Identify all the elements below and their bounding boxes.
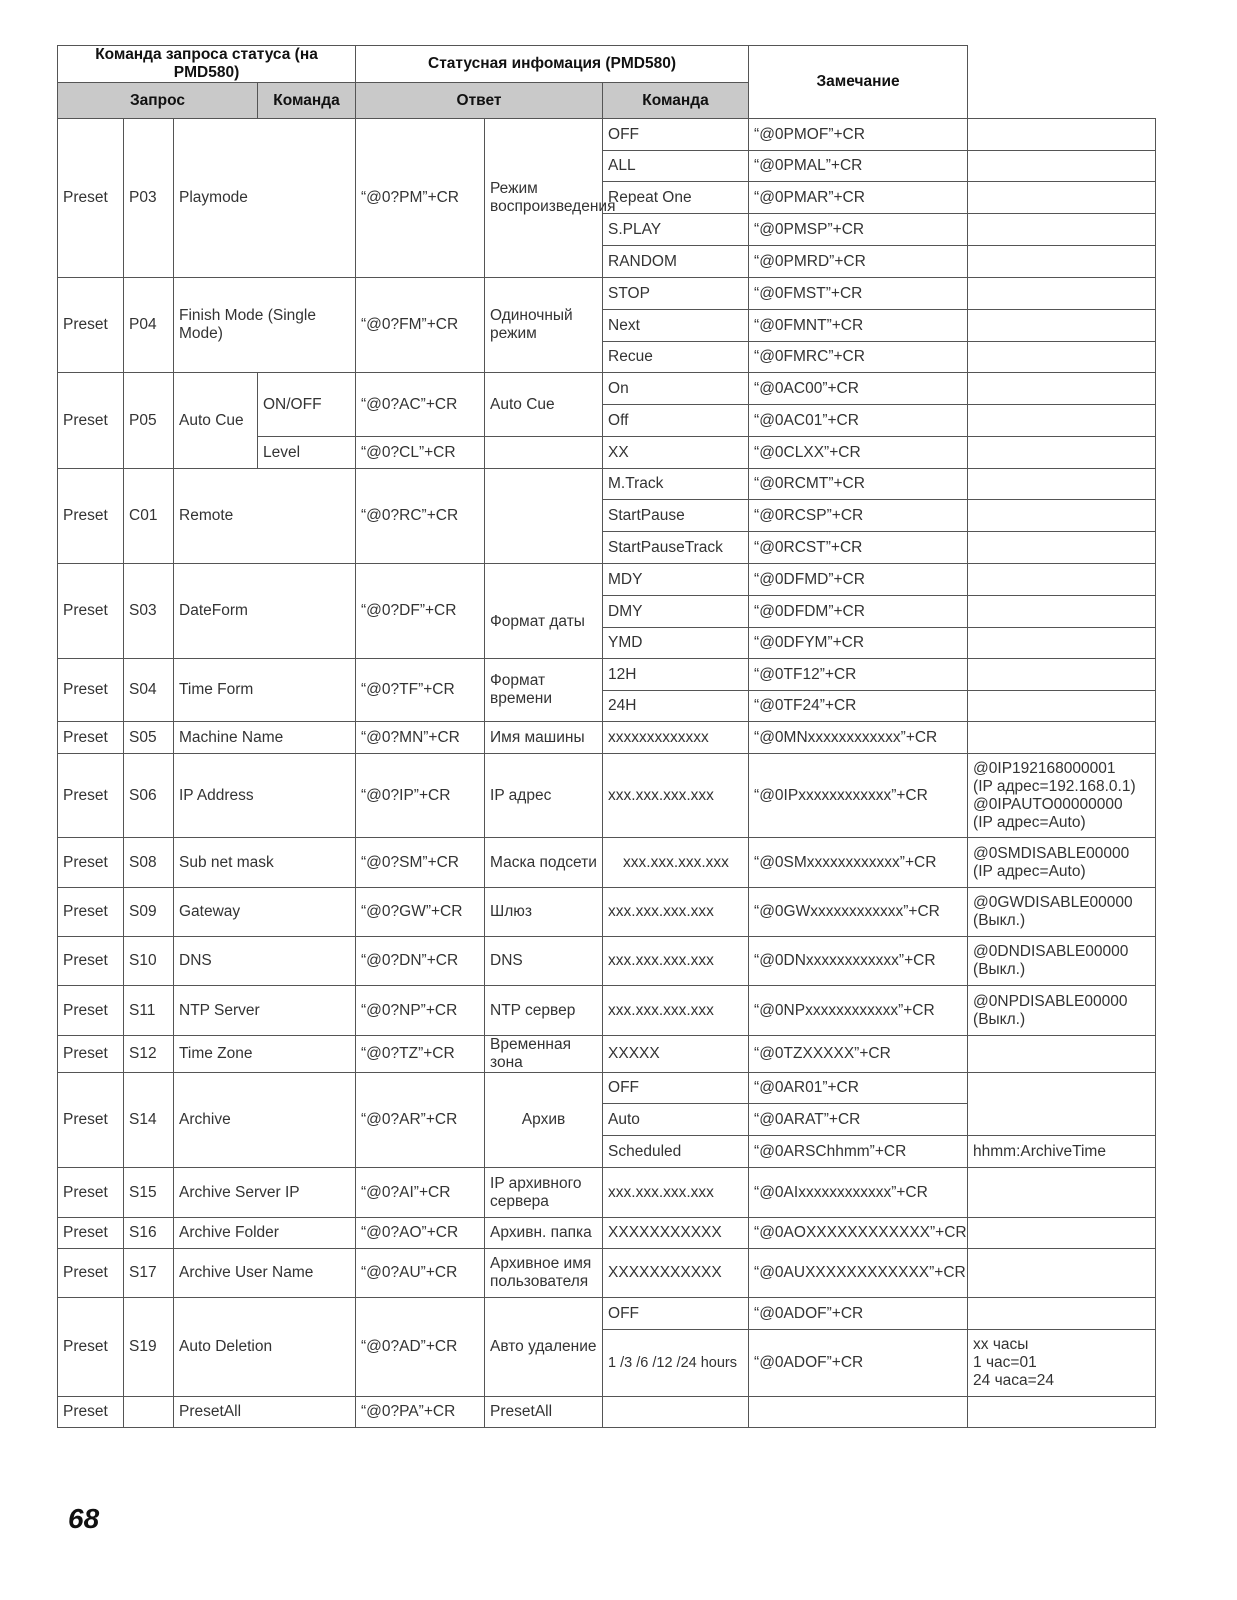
table-cell bbox=[968, 1218, 1156, 1249]
table-row bbox=[58, 986, 1156, 1036]
table-cell: P03 bbox=[124, 119, 174, 278]
table-cell: “@0?FM”+CR bbox=[356, 278, 485, 373]
table-row bbox=[58, 564, 1156, 596]
table-cell: YMD bbox=[603, 628, 749, 659]
table-cell: Preset bbox=[58, 119, 124, 278]
table-cell bbox=[968, 691, 1156, 722]
table-cell bbox=[124, 1397, 174, 1428]
table-cell: xxx.xxx.xxx.xxx bbox=[603, 838, 749, 888]
table-cell: “@0TZXXXXX”+CR bbox=[749, 1036, 968, 1073]
table-cell: IP адрес bbox=[485, 754, 603, 838]
table-cell: P05 bbox=[124, 373, 174, 469]
table-cell: xxx.xxx.xxx.xxx bbox=[603, 888, 749, 937]
table-cell: Авто удаление bbox=[485, 1298, 603, 1397]
table-cell: Preset bbox=[58, 838, 124, 888]
table-cell: “@0?PA”+CR bbox=[356, 1397, 485, 1428]
table-cell: MDY bbox=[603, 564, 749, 596]
remark-cell bbox=[968, 838, 1156, 888]
table-cell: “@0AUXXXXXXXXXXXX”+CR bbox=[749, 1249, 968, 1298]
table-cell: “@0FMNT”+CR bbox=[749, 310, 968, 342]
table-row bbox=[58, 1036, 1156, 1073]
table-cell: STOP bbox=[603, 278, 749, 310]
table-cell: S03 bbox=[124, 564, 174, 659]
remark-line: @0SMDISABLE00000 bbox=[973, 844, 1130, 862]
table-cell bbox=[968, 659, 1156, 691]
table-cell: “@0?CL”+CR bbox=[356, 437, 485, 469]
table-cell: S15 bbox=[124, 1168, 174, 1218]
table-cell: Формат даты bbox=[485, 564, 603, 659]
table-cell bbox=[968, 596, 1156, 628]
table-cell: “@0PMAL”+CR bbox=[749, 151, 968, 182]
table-cell: Level bbox=[258, 437, 356, 469]
table-cell: S16 bbox=[124, 1218, 174, 1249]
table-cell: “@0?NP”+CR bbox=[356, 986, 485, 1036]
table-cell: StartPauseTrack bbox=[603, 532, 749, 564]
table-cell: xxx.xxx.xxx.xxx bbox=[603, 1168, 749, 1218]
table-cell: Gateway bbox=[174, 888, 356, 937]
table-row bbox=[58, 469, 1156, 500]
table-cell: ON/OFF bbox=[258, 373, 356, 437]
table-cell: “@0RCST”+CR bbox=[749, 532, 968, 564]
table-cell: “@0TF24”+CR bbox=[749, 691, 968, 722]
table-cell: XX bbox=[603, 437, 749, 469]
table-cell: Preset bbox=[58, 1397, 124, 1428]
remark-cell bbox=[968, 754, 1156, 838]
table-cell: PresetAll bbox=[485, 1397, 603, 1428]
table-cell: OFF bbox=[603, 1073, 749, 1104]
table-cell bbox=[968, 182, 1156, 214]
table-cell bbox=[968, 342, 1156, 373]
table-cell: Preset bbox=[58, 1249, 124, 1298]
table-cell: Режим воспроизведения bbox=[485, 119, 603, 278]
table-cell bbox=[968, 1036, 1156, 1073]
table-cell: xxx.xxx.xxx.xxx bbox=[603, 986, 749, 1036]
table-cell: “@0?AR”+CR bbox=[356, 1073, 485, 1168]
table-cell: XXXXXXXXXXX bbox=[603, 1218, 749, 1249]
table-cell bbox=[968, 1073, 1156, 1136]
remark-cell bbox=[968, 986, 1156, 1036]
table-row bbox=[58, 1218, 1156, 1249]
table-cell: “@0CLXX”+CR bbox=[749, 437, 968, 469]
table-cell: Remote bbox=[174, 469, 356, 564]
table-cell: xxx.xxx.xxx.xxx bbox=[603, 754, 749, 838]
table-cell: DateForm bbox=[174, 564, 356, 659]
table-cell: Archive Folder bbox=[174, 1218, 356, 1249]
remark-cell bbox=[968, 937, 1156, 986]
table-cell: Формат времени bbox=[485, 659, 603, 722]
table-row bbox=[58, 1397, 1156, 1428]
table-cell: Маска подсети bbox=[485, 838, 603, 888]
table-cell bbox=[968, 1168, 1156, 1218]
table-cell: IP Address bbox=[174, 754, 356, 838]
table-cell: OFF bbox=[603, 119, 749, 151]
remark-line: @0IPAUTO00000000 bbox=[973, 795, 1123, 813]
table-cell bbox=[968, 278, 1156, 310]
table-cell: Preset bbox=[58, 1168, 124, 1218]
table-cell: “@0PMRD”+CR bbox=[749, 246, 968, 278]
table-cell: “@0SMxxxxxxxxxxxx”+CR bbox=[749, 838, 968, 888]
table-cell: Machine Name bbox=[174, 722, 356, 754]
table-cell: “@0ADOF”+CR bbox=[749, 1298, 968, 1330]
header-status-group: Статусная инфомация (PMD580) bbox=[356, 46, 749, 83]
table-cell: “@0AR01”+CR bbox=[749, 1073, 968, 1104]
table-cell: hhmm:ArchiveTime bbox=[968, 1136, 1156, 1168]
table-cell: “@0?IP”+CR bbox=[356, 754, 485, 838]
remark-cell bbox=[968, 1330, 1156, 1397]
table-cell: Auto Cue bbox=[174, 373, 258, 469]
table-cell: Preset bbox=[58, 1073, 124, 1168]
remark-line: @0GWDISABLE00000 bbox=[973, 894, 1133, 911]
table-cell bbox=[968, 119, 1156, 151]
table-cell: NTP Server bbox=[174, 986, 356, 1036]
table-cell: OFF bbox=[603, 1298, 749, 1330]
table-cell: P04 bbox=[124, 278, 174, 373]
table-cell: XXXXX bbox=[603, 1036, 749, 1073]
remark-line: (IP адрес=192.168.0.1) bbox=[973, 777, 1136, 795]
table-cell bbox=[968, 246, 1156, 278]
table-cell: “@0MNxxxxxxxxxxxx”+CR bbox=[749, 722, 968, 754]
table-cell bbox=[968, 1298, 1156, 1330]
remark-line: (Выкл.) bbox=[973, 961, 1026, 978]
table-cell: “@0?AO”+CR bbox=[356, 1218, 485, 1249]
header-status-command: Команда bbox=[603, 83, 749, 119]
table-cell bbox=[968, 469, 1156, 500]
table-cell: xxx.xxx.xxx.xxx bbox=[603, 937, 749, 986]
table-cell bbox=[968, 1397, 1156, 1428]
table-cell: S12 bbox=[124, 1036, 174, 1073]
table-cell: DMY bbox=[603, 596, 749, 628]
table-cell: ALL bbox=[603, 151, 749, 182]
table-cell: S11 bbox=[124, 986, 174, 1036]
table-cell: S.PLAY bbox=[603, 214, 749, 246]
table-cell: PresetAll bbox=[174, 1397, 356, 1428]
table-cell: Одиночный режим bbox=[485, 278, 603, 373]
table-cell: “@0AC00”+CR bbox=[749, 373, 968, 405]
table-cell: Preset bbox=[58, 722, 124, 754]
remark-line: @0NPDISABLE00000 bbox=[973, 992, 1128, 1010]
table-row bbox=[58, 373, 1156, 405]
table-cell: Preset bbox=[58, 1218, 124, 1249]
table-cell bbox=[968, 437, 1156, 469]
table-cell: “@0?MN”+CR bbox=[356, 722, 485, 754]
table-cell: Имя машины bbox=[485, 722, 603, 754]
table-cell: Preset bbox=[58, 754, 124, 838]
table-cell: “@0?AU”+CR bbox=[356, 1249, 485, 1298]
table-cell: “@0GWxxxxxxxxxxxx”+CR bbox=[749, 888, 968, 937]
table-cell: Auto bbox=[603, 1104, 749, 1136]
table-cell: Finish Mode (Single Mode) bbox=[174, 278, 356, 373]
table-cell: Временная зона bbox=[485, 1036, 603, 1073]
page-number: 68 bbox=[68, 1503, 100, 1534]
table-cell bbox=[968, 1249, 1156, 1298]
table-cell: Off bbox=[603, 405, 749, 437]
table-row bbox=[58, 1073, 1156, 1104]
table-cell: Sub net mask bbox=[174, 838, 356, 888]
table-cell: “@0ARSChhmm”+CR bbox=[749, 1136, 968, 1168]
remark-line: (IP адрес=Auto) bbox=[973, 813, 1086, 831]
table-cell: C01 bbox=[124, 469, 174, 564]
table-cell: “@0ARAT”+CR bbox=[749, 1104, 968, 1136]
table-cell: Preset bbox=[58, 1036, 124, 1073]
table-cell bbox=[968, 500, 1156, 532]
table-cell: “@0DNxxxxxxxxxxxx”+CR bbox=[749, 937, 968, 986]
table-cell: “@0?PM”+CR bbox=[356, 119, 485, 278]
table-cell: Repeat One bbox=[603, 182, 749, 214]
table-cell: Archive bbox=[174, 1073, 356, 1168]
table-cell: “@0?AI”+CR bbox=[356, 1168, 485, 1218]
header-answer: Ответ bbox=[356, 83, 603, 119]
table-cell: Архивное имя пользователя bbox=[485, 1249, 603, 1298]
table-cell: S14 bbox=[124, 1073, 174, 1168]
table-row bbox=[58, 754, 1156, 838]
table-cell bbox=[603, 1397, 749, 1428]
table-cell: “@0DFYM”+CR bbox=[749, 628, 968, 659]
table-cell: Preset bbox=[58, 986, 124, 1036]
table-cell: Archive Server IP bbox=[174, 1168, 356, 1218]
table-cell bbox=[968, 722, 1156, 754]
table-cell: “@0AOXXXXXXXXXXXX”+CR bbox=[749, 1218, 968, 1249]
table-cell: “@0PMSP”+CR bbox=[749, 214, 968, 246]
table-cell: Archive User Name bbox=[174, 1249, 356, 1298]
table-cell: Preset bbox=[58, 659, 124, 722]
table-cell: Preset bbox=[58, 469, 124, 564]
table-cell: “@0PMOF”+CR bbox=[749, 119, 968, 151]
table-cell: S04 bbox=[124, 659, 174, 722]
header-query: Запрос bbox=[58, 83, 258, 119]
table-cell: Preset bbox=[58, 373, 124, 469]
table-row bbox=[58, 838, 1156, 888]
table-cell: “@0DFMD”+CR bbox=[749, 564, 968, 596]
table-cell: Preset bbox=[58, 888, 124, 937]
table-cell: Auto Deletion bbox=[174, 1298, 356, 1397]
table-cell: “@0AIxxxxxxxxxxxx”+CR bbox=[749, 1168, 968, 1218]
table-cell: Time Zone bbox=[174, 1036, 356, 1073]
header-request-group: Команда запроса статуса (на PMD580) bbox=[58, 46, 356, 83]
table-cell: “@0?DN”+CR bbox=[356, 937, 485, 986]
table-cell: 12H bbox=[603, 659, 749, 691]
table-cell: “@0RCSP”+CR bbox=[749, 500, 968, 532]
table-cell: “@0?RC”+CR bbox=[356, 469, 485, 564]
table-cell: “@0IPxxxxxxxxxxxx”+CR bbox=[749, 754, 968, 838]
table-cell: “@0AC01”+CR bbox=[749, 405, 968, 437]
remark-line: @0IP192168000001 bbox=[973, 759, 1116, 777]
table-cell bbox=[485, 469, 603, 564]
table-cell: DNS bbox=[174, 937, 356, 986]
table-cell: “@0FMRC”+CR bbox=[749, 342, 968, 373]
remark-line: (Выкл.) bbox=[973, 1010, 1026, 1028]
table-cell: xxxxxxxxxxxxx bbox=[603, 722, 749, 754]
table-cell bbox=[968, 373, 1156, 405]
table-cell: “@0?AC”+CR bbox=[356, 373, 485, 437]
table-cell bbox=[968, 628, 1156, 659]
table-cell: Recue bbox=[603, 342, 749, 373]
table-row bbox=[58, 1168, 1156, 1218]
table-cell: “@0?TF”+CR bbox=[356, 659, 485, 722]
table-row bbox=[58, 722, 1156, 754]
table-cell: XXXXXXXXXXX bbox=[603, 1249, 749, 1298]
table-cell: S10 bbox=[124, 937, 174, 986]
table-cell: “@0RCMT”+CR bbox=[749, 469, 968, 500]
table-cell: 1 /3 /6 /12 /24 hours bbox=[603, 1330, 749, 1397]
header-command: Команда bbox=[258, 83, 356, 119]
table-cell: Auto Cue bbox=[485, 373, 603, 437]
table-row bbox=[58, 888, 1156, 937]
table-row bbox=[58, 937, 1156, 986]
table-cell bbox=[749, 1397, 968, 1428]
table-cell: M.Track bbox=[603, 469, 749, 500]
table-row bbox=[58, 119, 1156, 151]
table-cell: S09 bbox=[124, 888, 174, 937]
table-cell: Preset bbox=[58, 564, 124, 659]
remark-line: 24 часа=24 bbox=[973, 1372, 1054, 1389]
table-row bbox=[58, 278, 1156, 310]
table-cell: S05 bbox=[124, 722, 174, 754]
table-row bbox=[58, 1298, 1156, 1330]
table-cell: “@0DFDM”+CR bbox=[749, 596, 968, 628]
table-cell: Scheduled bbox=[603, 1136, 749, 1168]
table-cell bbox=[968, 214, 1156, 246]
table-cell: NTP сервер bbox=[485, 986, 603, 1036]
table-row bbox=[58, 1249, 1156, 1298]
table-cell: “@0?SM”+CR bbox=[356, 838, 485, 888]
table-cell: StartPause bbox=[603, 500, 749, 532]
table-cell: Preset bbox=[58, 937, 124, 986]
table-cell: “@0?DF”+CR bbox=[356, 564, 485, 659]
table-cell: Архивн. папка bbox=[485, 1218, 603, 1249]
table-cell bbox=[968, 151, 1156, 182]
remark-line: (Выкл.) bbox=[973, 912, 1026, 929]
status-command-table bbox=[57, 45, 1156, 1428]
table-cell: “@0FMST”+CR bbox=[749, 278, 968, 310]
table-cell: S17 bbox=[124, 1249, 174, 1298]
table-cell: DNS bbox=[485, 937, 603, 986]
table-cell: 24H bbox=[603, 691, 749, 722]
table-cell: RANDOM bbox=[603, 246, 749, 278]
remark-line: @0DNDISABLE00000 bbox=[973, 943, 1129, 960]
table-cell: Шлюз bbox=[485, 888, 603, 937]
table-cell: Playmode bbox=[174, 119, 356, 278]
table-cell: Preset bbox=[58, 1298, 124, 1397]
table-cell bbox=[968, 405, 1156, 437]
table-cell: Preset bbox=[58, 278, 124, 373]
remark-line: (IP адрес=Auto) bbox=[973, 862, 1086, 880]
remark-line: 1 час=01 bbox=[973, 1354, 1037, 1371]
remark-cell bbox=[968, 888, 1156, 937]
header-remark: Замечание bbox=[749, 46, 968, 119]
table-cell: S08 bbox=[124, 838, 174, 888]
table-cell: “@0ADOF”+CR bbox=[749, 1330, 968, 1397]
table-cell: “@0?TZ”+CR bbox=[356, 1036, 485, 1073]
remark-line: xx часы bbox=[973, 1336, 1029, 1353]
table-cell bbox=[968, 532, 1156, 564]
table-cell: S19 bbox=[124, 1298, 174, 1397]
table-cell: S06 bbox=[124, 754, 174, 838]
table-cell: IP архивного сервера bbox=[485, 1168, 603, 1218]
table-cell: Next bbox=[603, 310, 749, 342]
table-cell: “@0?GW”+CR bbox=[356, 888, 485, 937]
table-cell: “@0NPxxxxxxxxxxxx”+CR bbox=[749, 986, 968, 1036]
table-row bbox=[58, 659, 1156, 691]
table-cell: Архив bbox=[485, 1073, 603, 1168]
table-cell: “@0PMAR”+CR bbox=[749, 182, 968, 214]
table-cell bbox=[968, 310, 1156, 342]
table-cell bbox=[485, 437, 603, 469]
table-cell bbox=[968, 564, 1156, 596]
table-cell: On bbox=[603, 373, 749, 405]
table-cell: “@0TF12”+CR bbox=[749, 659, 968, 691]
table-cell: Time Form bbox=[174, 659, 356, 722]
table-cell: “@0?AD”+CR bbox=[356, 1298, 485, 1397]
